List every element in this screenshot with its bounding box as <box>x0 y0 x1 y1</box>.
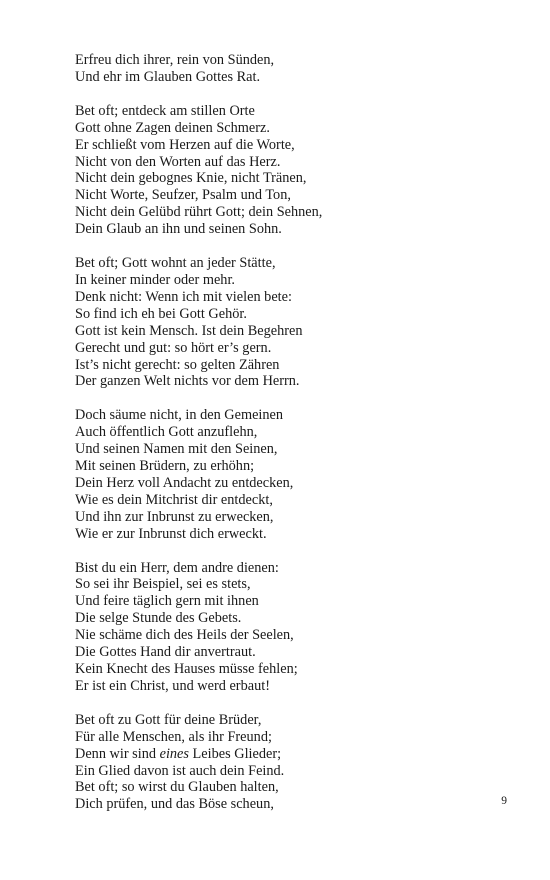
emphasized-word: eines <box>159 745 189 762</box>
stanza <box>75 255 515 390</box>
poem-line: Nicht von den Worten auf das Herz. <box>75 153 281 170</box>
poem-line: Ist’s nicht gerecht: so gelten Zähren <box>75 356 280 373</box>
stanza <box>75 560 515 695</box>
poem-line: Für alle Menschen, als ihr Freund; <box>75 728 272 745</box>
poem-line: Er schließt vom Herzen auf die Worte, <box>75 136 295 153</box>
poem-line: Dich prüfen, und das Böse scheun, <box>75 796 274 813</box>
poem-line: Bet oft; Gott wohnt an jeder Stätte, <box>75 255 276 272</box>
stanza <box>75 712 515 813</box>
poem-line: Der ganzen Welt nichts vor dem Herrn. <box>75 373 300 390</box>
poem-line: Gerecht und gut: so hört er’s gern. <box>75 339 272 356</box>
poem-line: Bet oft zu Gott für deine Brüder, <box>75 711 262 728</box>
poem-line: Er ist ein Christ, und werd erbaut! <box>75 677 270 694</box>
poem-line: Erfreu dich ihrer, rein von Sünden, <box>75 52 275 68</box>
poem-line: Und feire täglich gern mit ihnen <box>75 593 259 610</box>
poem-text <box>75 52 515 830</box>
poem-line: Kein Knecht des Hauses müsse fehlen; <box>75 661 298 677</box>
poem-line: Bet oft; entdeck am stillen Orte <box>75 102 255 119</box>
poem-line: Mit seinen Brüdern, zu erhöhn; <box>75 458 255 475</box>
poem-line: Die selge Stunde des Gebets. <box>75 610 242 627</box>
poem-line: Denk nicht: Wenn ich mit vielen bete: <box>75 288 292 305</box>
poem-line: In keiner minder oder mehr. <box>75 271 235 288</box>
poem-line: Ein Glied davon ist auch dein Feind. <box>75 762 285 779</box>
poem-line: Und ehr im Glauben Gottes Rat. <box>75 68 261 85</box>
poem-line: Bet oft; so wirst du Glauben halten, <box>75 779 279 796</box>
stanza <box>75 103 515 238</box>
poem-line <box>75 746 515 763</box>
poem-line: Und ihn zur Inbrunst zu erwecken, <box>75 508 274 525</box>
poem-line: Dein Herz voll Andacht zu entdecken, <box>75 474 294 491</box>
line-segment: Leibes Glieder; <box>188 745 282 762</box>
poem-line: Nie schäme dich des Heils der Seelen, <box>75 627 294 644</box>
poem-line: Auch öffentlich Gott anzuflehn, <box>75 424 258 441</box>
poem-line: Doch säume nicht, in den Gemeinen <box>75 407 284 424</box>
poem-line: Und seinen Namen mit den Seinen, <box>75 441 278 458</box>
poem-line: So find ich eh bei Gott Gehör. <box>75 305 247 322</box>
poem-line: Gott ohne Zagen deinen Schmerz. <box>75 119 270 136</box>
poem-line: Dein Glaub an ihn und seinen Sohn. <box>75 221 282 238</box>
page-number: 9 <box>501 795 507 807</box>
stanza <box>75 52 515 86</box>
poem-line: Wie es dein Mitchrist dir entdeckt, <box>75 491 273 508</box>
poem-line: Gott ist kein Mensch. Ist dein Begehren <box>75 322 303 339</box>
poem-line: Die Gottes Hand dir anvertraut. <box>75 644 256 661</box>
poem-line: Nicht dein Gelübd rührt Gott; dein Sehnen, <box>75 204 323 221</box>
line-segment: Denn wir sind <box>75 745 160 762</box>
poem-line: Wie er zur Inbrunst dich erweckt. <box>75 525 267 542</box>
stanza <box>75 407 515 542</box>
poem-line: Nicht Worte, Seufzer, Psalm und Ton, <box>75 187 291 204</box>
poem-line: Nicht dein gebognes Knie, nicht Tränen, <box>75 170 307 187</box>
poem-line: Bist du ein Herr, dem andre dienen: <box>75 559 279 576</box>
poem-line: So sei ihr Beispiel, sei es stets, <box>75 576 251 593</box>
